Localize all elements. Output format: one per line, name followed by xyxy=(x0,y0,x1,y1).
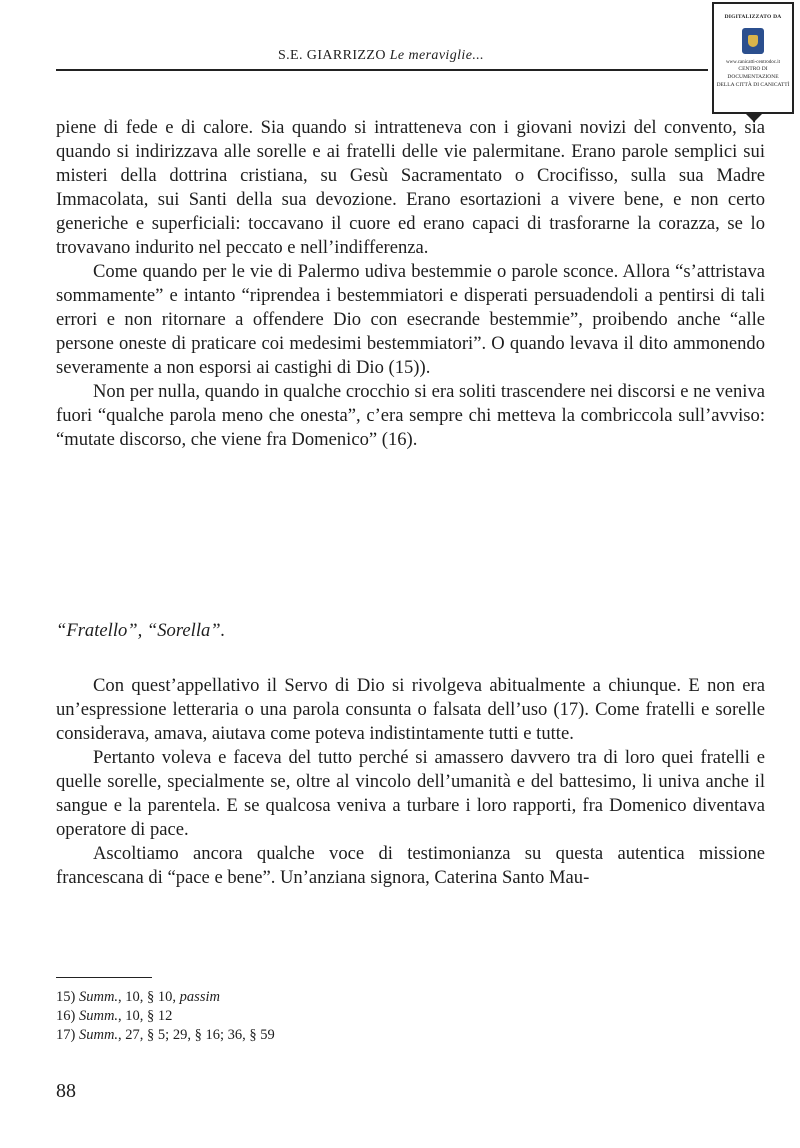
paragraph: Ascoltiamo ancora qualche voce di testimonianza su questa autentica missione francescana di “pace e bene”. Un’anziana signora, Caterina Santo Mau- xyxy=(56,843,765,888)
stamp-top-text: DIGITALIZZATO DA xyxy=(724,14,782,20)
stamp-line-1: CENTRO DI DOCUMENTAZIONE xyxy=(727,66,779,80)
footnotes xyxy=(56,988,275,1045)
paragraph: Come quando per le vie di Palermo udiva bestemmie o parole sconce. Allora “s’attristava sommamente” e intanto “riprendea i bestemmiatori e disperati persuadendoli a pentirsi di tali errori e non ritornare a offendere Dio con esecrande bestemmie”, proibendo anche “alle persone oneste di praticare coi medesimi bestemmiatori”. O quando levava il dito ammonendo severamente a non esporsi ai castighi di Dio (15)). xyxy=(56,261,765,378)
city-crest-icon xyxy=(742,28,764,54)
paragraph: Non per nulla, quando in qualche crocchio si era soliti trascendere nei discorsi e ne veniva fuori “qualche parola meno che onesta”, c’era sempre chi metteva la combriccola sull’avviso: “mutate discorso, che viene fra Domenico” (16). xyxy=(56,381,765,450)
stamp-line-2: DELLA CITTÀ DI CANICATTÌ xyxy=(716,82,790,88)
header-author: S.E. GIARRIZZO xyxy=(277,48,386,63)
paragraph: Pertanto voleva e faceva del tutto perché si amassero davvero tra di loro quei fratelli e quelle sorelle, specialmente se, oltre al vincolo dell’umanità e del battesimo, li univa anche il sangue e la parentela. E se qualcosa veniva a turbare i loro rapporti, fra Domenico diventava operatore di pace. xyxy=(56,747,765,840)
body-text-top xyxy=(56,116,765,452)
page-number: 88 xyxy=(56,1080,76,1102)
footnote-rule xyxy=(56,977,152,978)
header-title: Le meraviglie... xyxy=(389,48,485,63)
section-title: “Fratello”, “Sorella”. xyxy=(56,620,226,641)
digitization-stamp xyxy=(712,2,794,114)
footnote: 16) Summ., 10, § 12 xyxy=(56,1008,173,1024)
running-head xyxy=(56,48,706,64)
stamp-url: www.canicatti-centrodoc.it xyxy=(725,60,781,65)
paragraph: Con quest’appellativo il Servo di Dio si rivolgeva abitualmente a chiunque. E non era un’espressione letteraria o una parola consunta o falsata dell’uso (17). Come fratelli e sorelle considerava, amava, aiutava come poteva indistintamente tutti e tutte. xyxy=(56,675,765,744)
paragraph: piene di fede e di calore. Sia quando si intratteneva con i giovani novizi del convento, sia quando si indirizzava alle sorelle e ai fratelli delle vie palermitane. Erano parole semplici sui misteri della dottrina cristiana, su Gesù Sacramentato o Crocifisso, sulla sua Madre Immacolata, sui Santi della sua devozione. Erano esortazioni a vivere bene, e non certo generiche e superficiali: toccavano il cuore ed erano capaci di trasforarne la corazza, se lo trovavano indurito nel peccato e nell’indifferenza. xyxy=(56,117,765,258)
footnote: 17) Summ., 27, § 5; 29, § 16; 36, § 59 xyxy=(56,1027,275,1043)
footnote: 15) Summ., 10, § 10, passim xyxy=(56,989,220,1005)
header-rule xyxy=(56,69,708,71)
body-text-bottom xyxy=(56,674,765,890)
